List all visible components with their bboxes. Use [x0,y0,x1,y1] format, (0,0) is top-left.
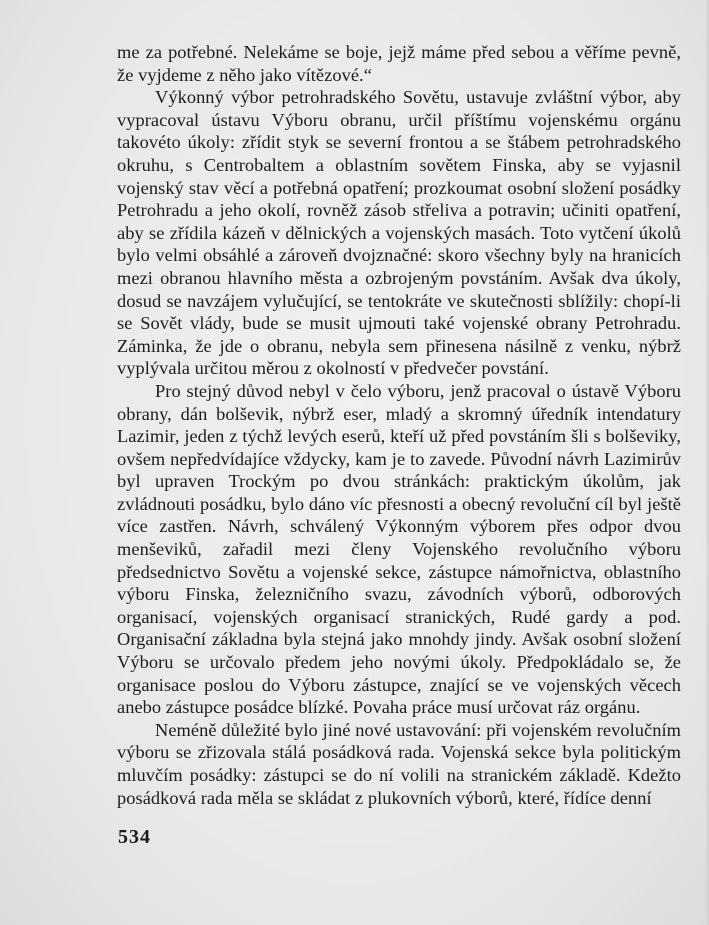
paragraph-garrison-council: Neméně důležité bylo jiné nové ustavování: při vojenském revolučním výboru se zřizovala stálá posádková rada. Vojenská sekce byla politickým mluvčím posádky: zástupci se do ní volili na stranickém základě. Kdežto posádková rada měla se skládat z plukovních výborů, které, řídíce denní [117,719,681,808]
paragraph-executive-committee: Výkonný výbor petrohradského Sovětu, ustavuje zvláštní výbor, aby vypracoval ústavu Výboru obranu, určil příštímu vojenskému orgánu takovéto úkoly: zřídit styk se severní frontou a se štábem petrohradského okruhu, s Centrobaltem a oblastním sovětem Finska, aby se vyjasnil vojenský stav věcí a potřebná opatření; prozkoumat osobní složení posádky Petrohradu a jeho okolí, rovněž zásob střeliva a potravin; učiniti opatření, aby se zřídila kázeň v dělnických a vojenských masách. Toto vytčení úkolů bylo velmi obsáhlé a zároveň dvojznačné: skoro všechny byly na hranicích mezi obranou hlavního města a ozbrojeným povstáním. Avšak dva úkoly, dosud se navzájem vylučující, se tentokráte ve skutečnosti sblížily: chopí-li se Sovět vlády, bude se musit ujmouti také vojenské obrany Petrohradu. Záminka, že jde o obranu, nebyla sem přinesena násilně z venku, nýbrž vyplývala určitou měrou z okolností v předvečer povstání. [117,87,681,379]
body-text [117,41,681,809]
paragraph-lazimir: Pro stejný důvod nebyl v čelo výboru, jenž pracoval o ústavě Výboru obrany, dán bolševik, nýbrž eser, mladý a skromný úředník intendatury Lazimir, jeden z týchž levých eserů, kteří už před povstáním šli s bolševiky, ovšem nepředvídajíce vždycky, kam je to zavede. Původní návrh Lazimirův byl upraven Trockým po dvou stránkách: praktickým úkolům, jak zvládnouti posádku, bylo dáno víc přesnosti a obecný revoluční cíl byl ještě více zastřen. Návrh, schválený Výkonným výborem přes odpor dvou menševiků, zařadil mezi členy Vojenského revolučního výboru předsednictvo Sovětu a vojenské sekce, zástupce námořnictva, oblastního výboru Finska, železničního svazu, závodních výborů, odborových organisací, vojenských organisací stranických, Rudé gardy a pod. Organisační základna byla stejná jako mnohdy jindy. Avšak osobní složení Výboru se určovalo předem jeho novými úkoly. Předpokládalo se, že organisace poslou do Výboru zástupce, znající se ve vojenských věcech anebo zástupce posádce blízké. Povaha práce musí určovat ráz orgánu. [117,380,681,718]
page-edge-shadow [705,0,709,925]
paragraph-continuation: me za potřebné. Nelekáme se boje, jejž máme před sebou a věříme pevně, že vyjdeme z něho jako vítězové.“ [117,42,681,85]
page-number: 534 [118,826,151,848]
